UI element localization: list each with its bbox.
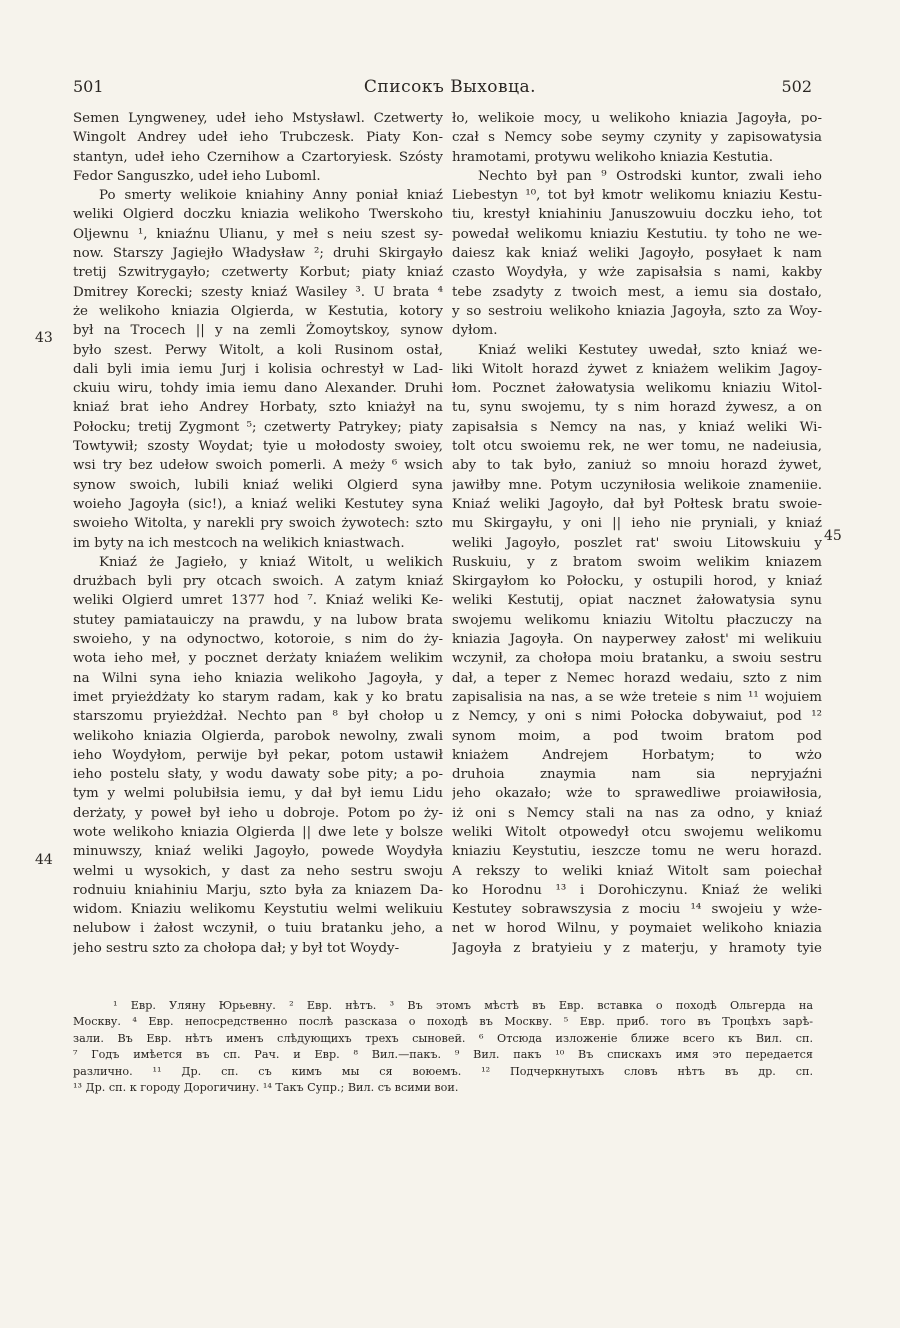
text-line: swojemu welikomu kniaziu Witoltu płaczuczy na bbox=[452, 612, 822, 628]
text-line: minuwszy, kniaź weliki Jagoyło, powede Woydyła bbox=[73, 844, 443, 860]
text-line: Skirgayłom ko Połocku, y ostupili horod, y kniaź bbox=[452, 574, 822, 590]
footnotes bbox=[73, 998, 813, 1096]
text-line: Jagoyła z bratyieiu y z materju, y hramoty tyie bbox=[452, 940, 822, 956]
text-line: kniaź brat ieho Andrey Horbaty, szto kniażył na bbox=[73, 400, 443, 416]
text-line: Po smerty welikoie kniahiny Anny poniał kniaź bbox=[99, 188, 443, 204]
text-line: ckuiu wiru, tohdy imia iemu dano Alexander. Druhi bbox=[73, 381, 443, 397]
text-line: Kniaź że Jagieło, y kniaź Witolt, u welikich bbox=[99, 554, 443, 570]
text-line: swoieho Witolta, y narekli pry swoich żywotech: szto bbox=[73, 516, 443, 532]
text-line: synow swoich, lubili kniaź weliki Olgierd syna bbox=[73, 477, 443, 493]
text-line: wsi try bez udełow swoich pomerli. A meży ⁶ wsich bbox=[73, 458, 443, 474]
text-line: czał s Nemcy sobe seymy czynity y zapisowatysia bbox=[452, 130, 822, 146]
text-line: tu, synu swojemu, ty s nim horazd żywesz, a on bbox=[452, 400, 822, 416]
text-line: kniażem Andrejem Horbatym; to wżo bbox=[452, 747, 822, 763]
text-line: zapisałsia s Nemcy na nas, y kniaź weliki Wi- bbox=[452, 419, 822, 435]
running-title: Списокъ Выховца. bbox=[363, 77, 537, 97]
text-line: synom moim, a pod twoim bratom pod bbox=[452, 728, 822, 744]
text-line: na Wilni syna ieho kniazia welikoho Jagoyła, y bbox=[73, 670, 443, 686]
margin-number-45: 45 bbox=[824, 528, 842, 544]
text-line: iż oni s Nemcy stali na nas za odno, y kniaź bbox=[452, 805, 822, 821]
text-line: widom. Kniaziu welikomu Keystutiu welmi welikuiu bbox=[73, 902, 443, 918]
text-line: imet pryieżdżaty ko starym radam, kak y ko bratu bbox=[73, 689, 443, 705]
margin-number-43: 43 bbox=[35, 330, 53, 346]
text-line: y so sestroiu welikoho kniazia Jagoyła, szto za Woy- bbox=[452, 303, 822, 319]
text-line: liki Witolt horazd żywet z kniażem welikim Jagoy- bbox=[452, 361, 822, 377]
text-line: swoieho, y na odynoctwo, kotoroie, s nim do ży- bbox=[73, 632, 443, 648]
text-line: derżaty, y poweł był ieho u dobroje. Potom po ży- bbox=[73, 805, 443, 821]
text-line: nelubow i żałost wczynił, o tuiu bratanku jeho, a bbox=[73, 921, 443, 937]
text-line: rodnuiu kniahiniu Marju, szto była za kniazem Da- bbox=[73, 882, 443, 898]
text-line: Oljewnu ¹, kniaźnu Ulianu, y meł s neiu szest sy- bbox=[73, 226, 443, 242]
text-line: tebe zsadyty z twoich mest, a iemu sia dostało, bbox=[452, 284, 822, 300]
text-line: hramotami, protywu welikoho kniazia Kestutia. bbox=[452, 149, 773, 165]
text-line: druhoia znaymia nam sia nepryjaźni bbox=[452, 767, 822, 783]
text-line: weliki Kestutij, opiat nacznet żałowatysia synu bbox=[452, 593, 822, 609]
text-line: było szest. Perwy Witolt, a koli Rusinom ostał, bbox=[73, 342, 443, 358]
text-line: Ruskuiu, y z bratom swoim welikim kniazem bbox=[452, 554, 822, 570]
text-line: aby to tak było, zaniuż so mnoiu horazd żywet, bbox=[452, 458, 822, 474]
footnote-line: зали. Въ Евр. нѣтъ именъ слѣдующихъ трехъ сыновей. ⁶ Отсюда изложеніе ближе всего къ Вил. сп. bbox=[73, 1031, 813, 1045]
text-line: welikoho kniazia Olgierda, parobok newolny, zwali bbox=[73, 728, 443, 744]
text-line: Kestutey sobrawszysia z mociu ¹⁴ swojeiu y wże- bbox=[452, 902, 822, 918]
text-line: weliki Jagoyło, poszlet rat' swoiu Litowskuiu y bbox=[452, 535, 822, 551]
text-line: starszomu pryieżdżał. Nechto pan ⁸ był chołop u bbox=[73, 709, 443, 725]
margin-number-44: 44 bbox=[35, 852, 53, 868]
page-number-left: 501 bbox=[73, 77, 104, 96]
page-number-right: 502 bbox=[781, 77, 812, 96]
footnote-line: Москву. ⁴ Евр. непосредственно послѣ разсказа о походѣ въ Москву. ⁵ Евр. приб. того въ Троцѣхъ зарѣ- bbox=[73, 1015, 813, 1029]
text-line: dał, a teper z Nemec horazd wedaiu, szto z nim bbox=[452, 670, 822, 686]
text-line: Kniaź weliki Jagoyło, dał był Połtesk bratu swoie- bbox=[452, 496, 822, 512]
text-line: ko Horodnu ¹³ i Dorohiczynu. Kniaź że weliki bbox=[452, 882, 822, 898]
text-line: jeho sestru szto za chołopa dał; y był tot Woydy- bbox=[73, 940, 400, 956]
text-line: jawiłby mne. Potym uczyniłosia welikoie znameniie. bbox=[452, 477, 822, 493]
text-line: wota ieho meł, y pocznet derżaty kniaźem welikim bbox=[73, 651, 443, 667]
text-line: Dmitrey Korecki; szesty kniaź Wasiley ³. U brata ⁴ bbox=[73, 284, 443, 300]
text-line: tolt otcu swoiemu rek, ne wer tomu, ne nadeiusia, bbox=[452, 439, 822, 455]
text-line: ieho Woydyłom, perwije był pekar, potom ustawił bbox=[73, 747, 443, 763]
text-line: ieho postelu słaty, y wodu dawaty sobe pity; a po- bbox=[73, 767, 443, 783]
text-line: dyłom. bbox=[452, 323, 498, 339]
footnote-line: различно. ¹¹ Др. сп. съ кимъ мы ся воюемъ. ¹² Подчеркнутыхъ словъ нѣтъ въ др. сп. bbox=[73, 1064, 813, 1078]
text-line: stantyn, udeł ieho Czernihow a Czartoryiesk. Szósty bbox=[73, 149, 443, 165]
text-line: wczynił, za chołopa moiu bratanku, a swoiu sestru bbox=[452, 651, 822, 667]
text-line: weliki Witolt otpowedył otcu swojemu welikomu bbox=[452, 824, 822, 840]
text-line: Połocku; tretij Zygmont ⁵; czetwerty Patrykey; piaty bbox=[73, 419, 443, 435]
text-line: weliki Olgierd umret 1377 hod ⁷. Kniaź weliki Ke- bbox=[73, 593, 443, 609]
text-line: now. Starszy Jagiejło Władysław ²; druhi Skirgayło bbox=[73, 246, 443, 262]
text-line: Liebestyn ¹⁰, tot był kmotr welikomu kniaziu Kestu- bbox=[452, 188, 822, 204]
footnote-line: ⁷ Годъ имѣется въ сп. Рач. и Евр. ⁸ Вил.—пакъ. ⁹ Вил. пакъ ¹⁰ Въ спискахъ имя это передается bbox=[73, 1048, 813, 1062]
text-line: Towtywił; szosty Woydat; tyie u mołodosty swoiey, bbox=[73, 439, 443, 455]
text-line: jeho okazało; wże to sprawedliwe proiawiłosia, bbox=[452, 786, 822, 802]
text-line: że welikoho kniazia Olgierda, w Kestutia, kotory bbox=[73, 303, 443, 319]
footnote-line: ¹ Евр. Уляну Юрьевну. ² Евр. нѣтъ. ³ Въ этомъ мѣстѣ въ Евр. вставка о походѣ Ольгерда на bbox=[113, 999, 813, 1012]
text-line: łom. Pocznet żałowatysia welikomu kniaziu Witol- bbox=[452, 381, 822, 397]
text-line: stutey pamiatauiczy na prawdu, y na lubow brata bbox=[73, 612, 443, 628]
text-line: wote welikoho kniazia Olgierda || dwe lete y bolsze bbox=[73, 824, 443, 840]
footnote-line: ¹³ Др. сп. к городу Дорогичину. ¹⁴ Такъ Супр.; Вил. съ всими вои. bbox=[73, 1081, 459, 1095]
text-line: drużbach byli pry otcach swoich. A zatym kniaź bbox=[73, 574, 443, 590]
text-line: im byty na ich mestcoch na welikich kniastwach. bbox=[73, 535, 405, 551]
text-line: Fedor Sanguszko, udeł ieho Luboml. bbox=[73, 168, 321, 184]
text-line: z Nemcy, y oni s nimi Połocka dobywaiut, pod ¹² bbox=[452, 709, 822, 725]
text-line: Semen Lyngweney, udeł ieho Mstysławl. Czetwerty bbox=[73, 111, 443, 126]
text-line: A rekszy to weliki kniaź Witolt sam poiechał bbox=[452, 863, 822, 879]
text-line: woieho Jagoyła (sic!), a kniaź weliki Kestutey syna bbox=[73, 496, 443, 512]
text-line: dali byli imia iemu Jurj i kolisia ochrestył w Lad- bbox=[73, 361, 443, 377]
text-line: tym y welmi polubiłsia iemu, y dał był iemu Lidu bbox=[73, 786, 443, 802]
text-line: daiesz kak kniaź weliki Jagoyło, posyłaet k nam bbox=[452, 246, 822, 262]
text-line: tretij Szwitrygayło; czetwerty Korbut; piaty kniaź bbox=[73, 265, 443, 281]
text-line: Wingolt Andrey udeł ieho Trubczesk. Piaty Kon- bbox=[73, 130, 443, 146]
text-line: tiu, krestył kniahiniu Januszowuiu doczku ieho, tot bbox=[452, 207, 822, 223]
text-line: był na Trocech || y na zemli Żomoytskoy, synow bbox=[73, 323, 443, 339]
text-line: Nechto był pan ⁹ Ostrodski kuntor, zwali ieho bbox=[478, 168, 822, 184]
text-line: Kniaź weliki Kestutey uwedał, szto kniaź we- bbox=[478, 342, 822, 358]
text-line: czasto Woydyła, y wże zapisałsia s nami, kakby bbox=[452, 265, 822, 281]
text-line: kniaziu Keystutiu, ieszcze tomu ne weru horazd. bbox=[452, 844, 822, 860]
left-column bbox=[73, 109, 443, 958]
text-line: net w horod Wilnu, y poymaiet welikoho kniazia bbox=[452, 921, 822, 937]
text-line: zapisalisia na nas, a se wże treteie s nim ¹¹ wojuiem bbox=[452, 689, 822, 705]
text-line: welmi u wysokich, y dast za neho sestru swoju bbox=[73, 863, 443, 879]
text-line: mu Skirgayłu, y oni || ieho nie pryniali, y kniaź bbox=[452, 516, 822, 532]
text-line: powedał welikomu kniaziu Kestutiu. ty toho ne we- bbox=[452, 226, 822, 242]
right-column bbox=[452, 109, 822, 958]
text-line: ło, welikoie mocy, u welikoho kniazia Jagoyła, po- bbox=[452, 111, 822, 126]
text-line: kniazia Jagoyła. On nayperwey załost' mi welikuiu bbox=[452, 632, 822, 648]
text-line: weliki Olgierd doczku kniazia welikoho Twerskoho bbox=[73, 207, 443, 223]
